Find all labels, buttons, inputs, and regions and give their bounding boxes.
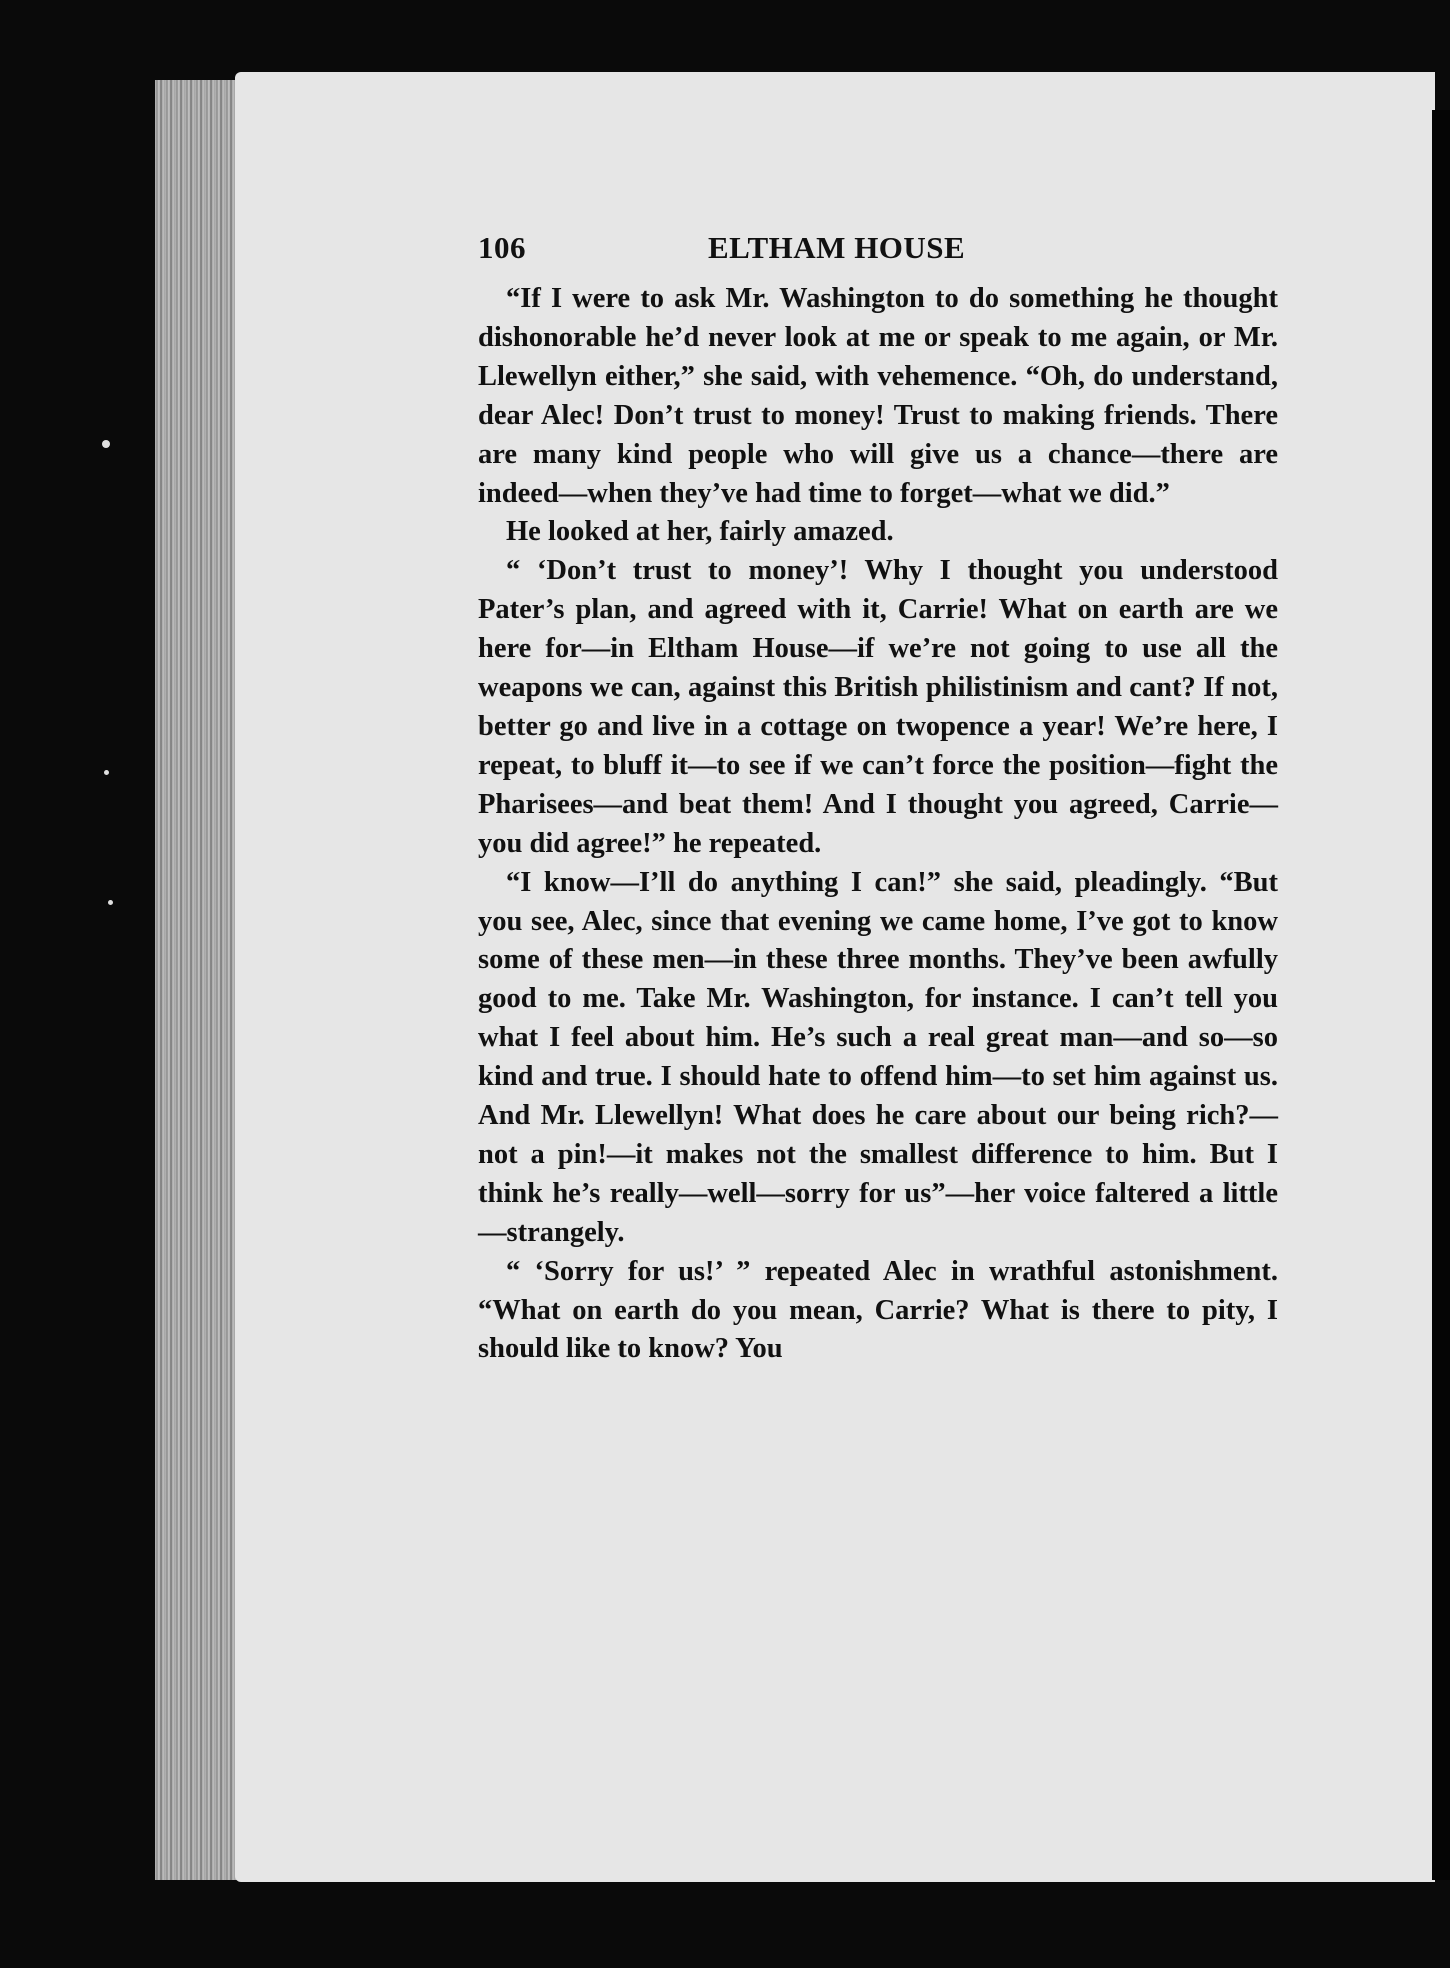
scan-specks xyxy=(100,420,140,1820)
page-text-block xyxy=(478,230,1278,1369)
paragraph: He looked at her, fairly amazed. xyxy=(506,516,894,548)
speck xyxy=(102,440,110,448)
facing-page-gutter xyxy=(1432,110,1450,1880)
speck xyxy=(108,900,113,905)
body-text xyxy=(478,280,1278,1369)
book-title: ELTHAM HOUSE xyxy=(708,230,966,265)
paragraph: “ ‘Sorry for us!’ ” repeated Alec in wrathful astonishment. “What on earth do you mean, Carrie? What is there to pity, I should like to know? You xyxy=(478,1255,1278,1365)
speck xyxy=(104,770,109,775)
paragraph: “I know—I’ll do anything I can!” she said, pleadingly. “But you see, Alec, since that evening we came home, I’ve got to know some of these men—in these three months. They’ve been awfully good to me. Take Mr. Washington, for instance. I can’t tell you what I feel about him. He’s such a real great man—and so—so kind and true. I should hate to offend him—to set him against us. And Mr. Llewellyn! What does he care about our being rich?—not a pin!—it makes not the smallest difference to him. But I think he’s really—well—sorry for us”—her voice faltered a little—strangely. xyxy=(478,866,1278,1248)
running-head xyxy=(478,230,1278,276)
paragraph: “If I were to ask Mr. Washington to do something he thought dishonorable he’d never look at me or speak to me again, or Mr. Llewellyn either,” she said, with vehemence. “Oh, do understand, dear Alec! Don’t trust to money! Trust to making friends. There are many kind people who will give us a chance—there are indeed—when they’ve had time to forget—what we did.” xyxy=(478,283,1278,509)
page-number: 106 xyxy=(478,230,526,265)
book-binding-edge xyxy=(155,80,245,1880)
paragraph: “ ‘Don’t trust to money’! Why I thought you understood Pater’s plan, and agreed with it, Carrie! What on earth are we here for—in Eltham House—if we’re not going to use all the weapons we can, against this British philistinism and cant? If not, better go and live in a cottage on twopence a year! We’re here, I repeat, to bluff it—to see if we can’t force the position—fight the Pharisees—and beat them! And I thought you agreed, Carrie—you did agree!” he repeated. xyxy=(478,555,1278,859)
